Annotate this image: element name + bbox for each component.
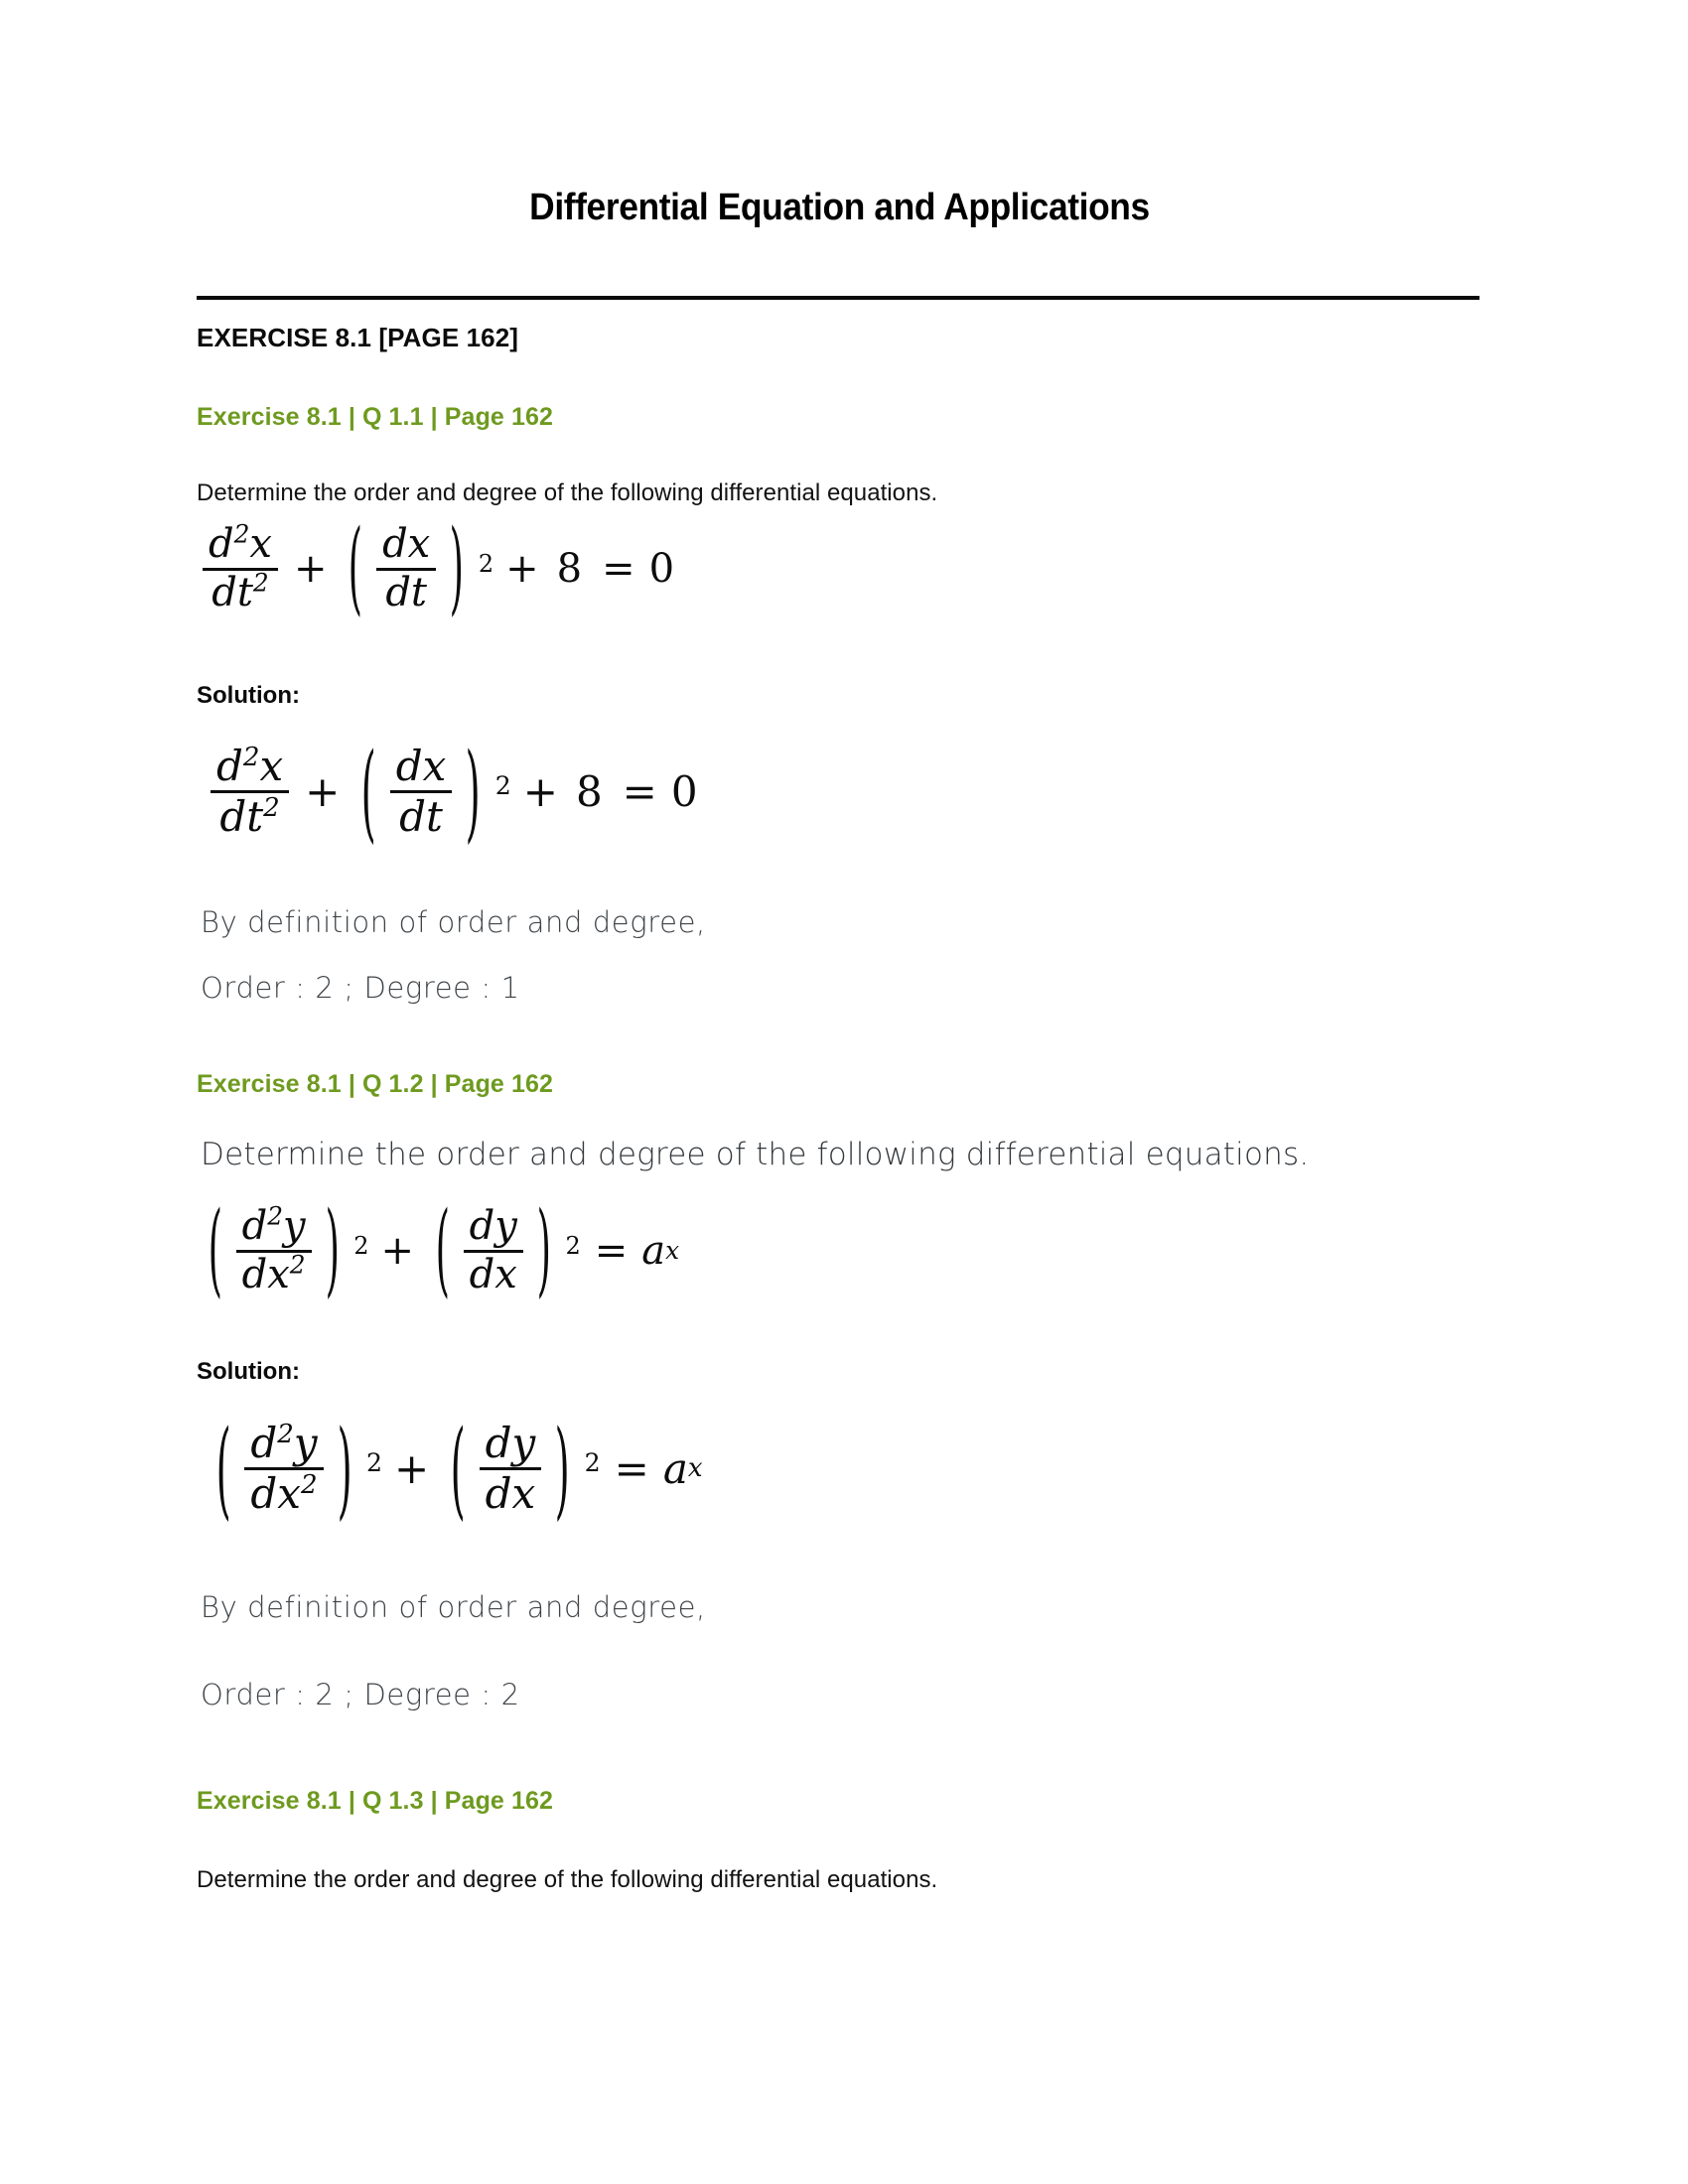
plus-operator: + xyxy=(505,546,539,593)
definition-line-1-1: By definition of order and degree, xyxy=(201,905,706,939)
constant-8: 8 xyxy=(575,766,603,816)
fraction-dx-dt: $\frac{dx}{dt}$ xyxy=(376,524,436,614)
left-paren: ( xyxy=(208,1192,222,1309)
solution-equation-1-1: $\frac{d^2x}{dt^2}$ + ( $\frac{dx}{dt}$ ) $^2$ + 8 = 0 xyxy=(207,745,698,838)
definition-line-1-2: By definition of order and degree, xyxy=(201,1590,706,1624)
order-degree-result-1-1: Order : 2 ; Degree : 1 xyxy=(201,971,520,1005)
solution-label-1-1: Solution: xyxy=(197,682,300,709)
right-paren: ) xyxy=(449,510,465,627)
variable-a: a xyxy=(662,1443,688,1493)
equals-sign: = xyxy=(614,1443,649,1493)
equals-sign: = xyxy=(602,546,635,593)
question-prompt-1-1: Determine the order and degree of the following differential equations. xyxy=(197,479,938,506)
fraction-d2x-dt2: $\frac{d^2x}{dt^2}$ xyxy=(203,524,278,614)
question-equation-1-1: $\frac{d^2x}{dt^2}$ + ( $\frac{dx}{dt}$ ) $^2$ + 8 = 0 xyxy=(199,524,674,614)
right-paren: ) xyxy=(325,1192,340,1309)
page-title: Differential Equation and Applications xyxy=(529,187,1150,228)
right-paren: ) xyxy=(337,1406,352,1531)
left-paren: ( xyxy=(450,1406,466,1531)
plus-operator: + xyxy=(522,766,558,816)
equals-sign: = xyxy=(594,1228,629,1275)
solution-equation-1-2: ( $\frac{d^2y}{dx^2}$ ) $^2$ + ( $\frac{dy}{dx}$ ) $^2$ = a x xyxy=(215,1406,703,1531)
left-paren: ( xyxy=(435,1192,451,1309)
solution-label-1-2: Solution: xyxy=(197,1358,300,1385)
right-paren: ) xyxy=(465,729,482,854)
plus-operator: + xyxy=(380,1228,415,1275)
fraction-dy-dx: $\frac{dy}{dx}$ xyxy=(480,1422,542,1515)
title-divider-rule xyxy=(197,296,1479,300)
question-prompt-1-3: Determine the order and degree of the following differential equations. xyxy=(197,1866,938,1893)
constant-0: 0 xyxy=(648,546,675,593)
right-paren: ) xyxy=(554,1406,570,1531)
fraction-d2y-dx2: $\frac{d^2y}{dx^2}$ xyxy=(236,1206,312,1296)
question-prompt-1-2: Determine the order and degree of the following differential equations. xyxy=(201,1137,1310,1172)
constant-0: 0 xyxy=(670,766,698,816)
equals-sign: = xyxy=(622,766,657,816)
fraction-dx-dt: $\frac{dx}{dt}$ xyxy=(390,745,453,838)
exercise-header: EXERCISE 8.1 [PAGE 162] xyxy=(197,323,519,352)
question-heading-1-3[interactable]: Exercise 8.1 | Q 1.3 | Page 162 xyxy=(197,1787,553,1815)
left-paren: ( xyxy=(360,729,377,854)
question-heading-1-1[interactable]: Exercise 8.1 | Q 1.1 | Page 162 xyxy=(197,403,553,431)
plus-operator: + xyxy=(305,766,341,816)
order-degree-result-1-2: Order : 2 ; Degree : 2 xyxy=(201,1678,520,1711)
fraction-d2x-dt2: $\frac{d^2x}{dt^2}$ xyxy=(211,745,289,838)
question-equation-1-2: ( $\frac{d^2y}{dx^2}$ ) $^2$ + ( $\frac{dy}{dx}$ ) $^2$ = a x xyxy=(208,1192,680,1309)
fraction-d2y-dx2: $\frac{d^2y}{dx^2}$ xyxy=(244,1422,323,1515)
constant-8: 8 xyxy=(556,546,583,593)
question-heading-1-2[interactable]: Exercise 8.1 | Q 1.2 | Page 162 xyxy=(197,1070,553,1098)
plus-operator: + xyxy=(394,1443,430,1493)
fraction-dy-dx: $\frac{dy}{dx}$ xyxy=(464,1206,523,1296)
left-paren: ( xyxy=(215,1406,231,1531)
plus-operator: + xyxy=(293,546,328,593)
left-paren: ( xyxy=(349,510,363,627)
right-paren: ) xyxy=(536,1192,551,1309)
variable-a: a xyxy=(641,1228,666,1275)
